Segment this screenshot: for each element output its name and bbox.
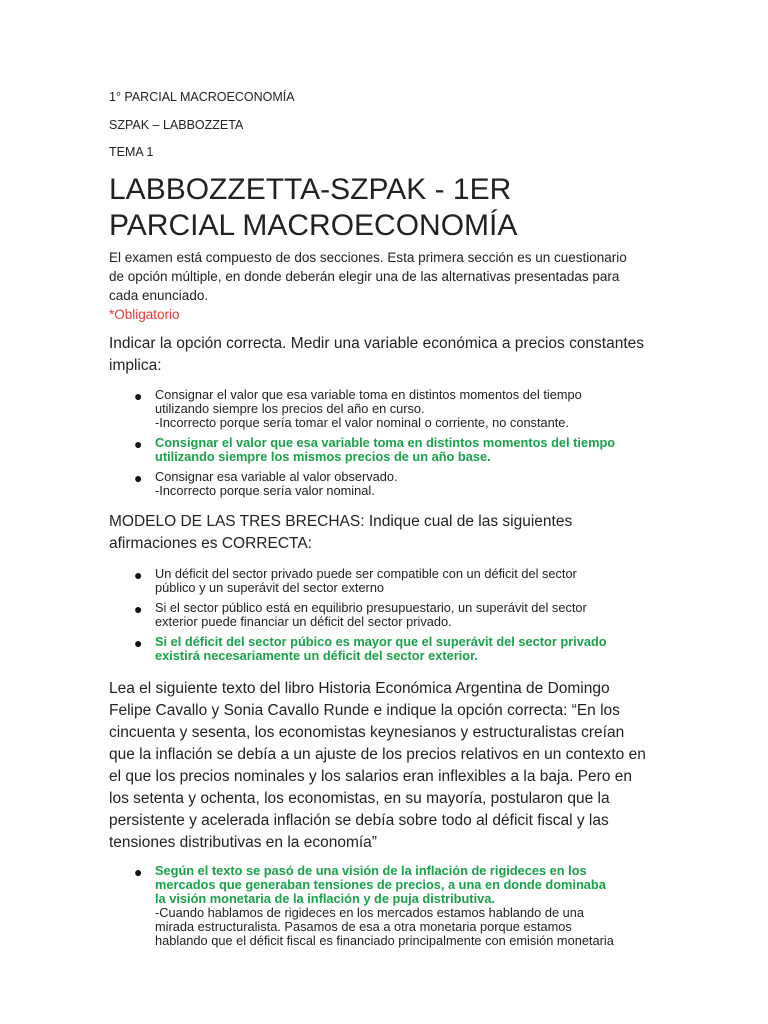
option-text: público y un superávit del sector externo bbox=[155, 580, 385, 595]
option-note: mirada estructuralista. Pasamos de esa a otra monetaria porque estamos bbox=[155, 919, 572, 934]
option-text: Un déficit del sector privado puede ser compatible con un déficit del sector bbox=[155, 566, 577, 581]
option-item-correct[interactable] bbox=[109, 436, 669, 464]
option-item-correct[interactable] bbox=[109, 864, 669, 948]
option-item[interactable] bbox=[109, 567, 669, 595]
question-3-line: los setenta y ochenta, los economistas, en su mayoría, postularon que la bbox=[109, 790, 610, 807]
question-2-options bbox=[109, 567, 669, 669]
question-3-line: cincuenta y sesenta, los economistas keynesianos y estructuralistas creían bbox=[109, 724, 625, 741]
question-3-line: persistente y acelerada inflación se debía sobre todo al déficit fiscal y las bbox=[109, 812, 609, 829]
question-2-line-1: MODELO DE LAS TRES BRECHAS: Indique cual de las siguientes bbox=[109, 513, 573, 530]
option-note: -Incorrecto porque sería tomar el valor nominal o corriente, no constante. bbox=[155, 415, 569, 430]
question-1-line-2: implica: bbox=[109, 357, 162, 374]
option-text: utilizando siempre los mismos precios de un año base. bbox=[155, 449, 491, 464]
option-note: hablando que el déficit fiscal es financiado principalmente con emisión monetaria bbox=[155, 933, 614, 948]
bullet-icon: ● bbox=[134, 864, 143, 880]
bullet-icon: ● bbox=[134, 388, 143, 404]
header-tema: TEMA 1 bbox=[109, 145, 154, 159]
bullet-icon: ● bbox=[134, 436, 143, 452]
required-note: *Obligatorio bbox=[109, 307, 180, 322]
question-2-line-2: afirmaciones es CORRECTA: bbox=[109, 535, 312, 552]
title-line-2: PARCIAL MACROECONOMÍA bbox=[109, 209, 518, 242]
question-1-options bbox=[109, 388, 669, 504]
question-1 bbox=[109, 333, 669, 377]
question-1-line-1: Indicar la opción correcta. Medir una variable económica a precios constantes bbox=[109, 335, 645, 352]
option-text: utilizando siempre los precios del año en curso. bbox=[155, 401, 425, 416]
header-authors: SZPAK – LABBOZZETA bbox=[109, 118, 244, 132]
intro-line-3: cada enunciado. bbox=[109, 288, 209, 303]
page-title bbox=[109, 172, 709, 244]
option-note: -Incorrecto porque sería valor nominal. bbox=[155, 483, 375, 498]
bullet-icon: ● bbox=[134, 567, 143, 583]
intro-line-2: de opción múltiple, en donde deberán elegir una de las alternativas presentadas para bbox=[109, 269, 620, 284]
option-text: Consignar el valor que esa variable toma en distintos momentos del tiempo bbox=[155, 435, 616, 450]
option-text: mercados que generaban tensiones de precios, a una en donde dominaba bbox=[155, 877, 606, 892]
option-item[interactable] bbox=[109, 388, 669, 430]
option-item[interactable] bbox=[109, 601, 669, 629]
option-text: Según el texto se pasó de una visión de la inflación de rigideces en los bbox=[155, 863, 587, 878]
option-text: existirá necesariamente un déficit del sector exterior. bbox=[155, 648, 478, 663]
option-item[interactable] bbox=[109, 470, 669, 498]
title-line-1: LABBOZZETTA-SZPAK - 1ER bbox=[109, 173, 512, 206]
question-3-line: Lea el siguiente texto del libro Historia Económica Argentina de Domingo bbox=[109, 680, 610, 697]
question-3-line: tensiones distributivas en la economía” bbox=[109, 834, 377, 851]
option-text: la visión monetaria de la inflación y de puja distributiva. bbox=[155, 891, 495, 906]
question-3-options bbox=[109, 864, 669, 954]
bullet-icon: ● bbox=[134, 635, 143, 651]
intro-line-1: El examen está compuesto de dos secciones. Esta primera sección es un cuestionario bbox=[109, 250, 627, 265]
question-3-line: el que los precios nominales y los salarios eran inflexibles a la baja. Pero en bbox=[109, 768, 632, 785]
question-2 bbox=[109, 511, 669, 555]
option-text: exterior puede financiar un déficit del sector privado. bbox=[155, 614, 452, 629]
question-3 bbox=[109, 678, 669, 854]
question-3-line: Felipe Cavallo y Sonia Cavallo Runde e indique la opción correcta: “En los bbox=[109, 702, 620, 719]
bullet-icon: ● bbox=[134, 601, 143, 617]
option-item-correct[interactable] bbox=[109, 635, 669, 663]
header-course: 1° PARCIAL MACROECONOMÍA bbox=[109, 90, 295, 104]
option-text: Si el sector público está en equilibrio presupuestario, un superávit del sector bbox=[155, 600, 587, 615]
option-text: Consignar esa variable al valor observado. bbox=[155, 469, 398, 484]
question-3-line: que la inflación se debía a un ajuste de los precios relativos en un contexto en bbox=[109, 746, 646, 763]
bullet-icon: ● bbox=[134, 470, 143, 486]
intro-paragraph bbox=[109, 248, 669, 324]
option-text: Consignar el valor que esa variable toma en distintos momentos del tiempo bbox=[155, 387, 582, 402]
option-note: -Cuando hablamos de rigideces en los mercados estamos hablando de una bbox=[155, 905, 584, 920]
option-text: Si el déficit del sector púbico es mayor que el superávit del sector privado bbox=[155, 634, 607, 649]
